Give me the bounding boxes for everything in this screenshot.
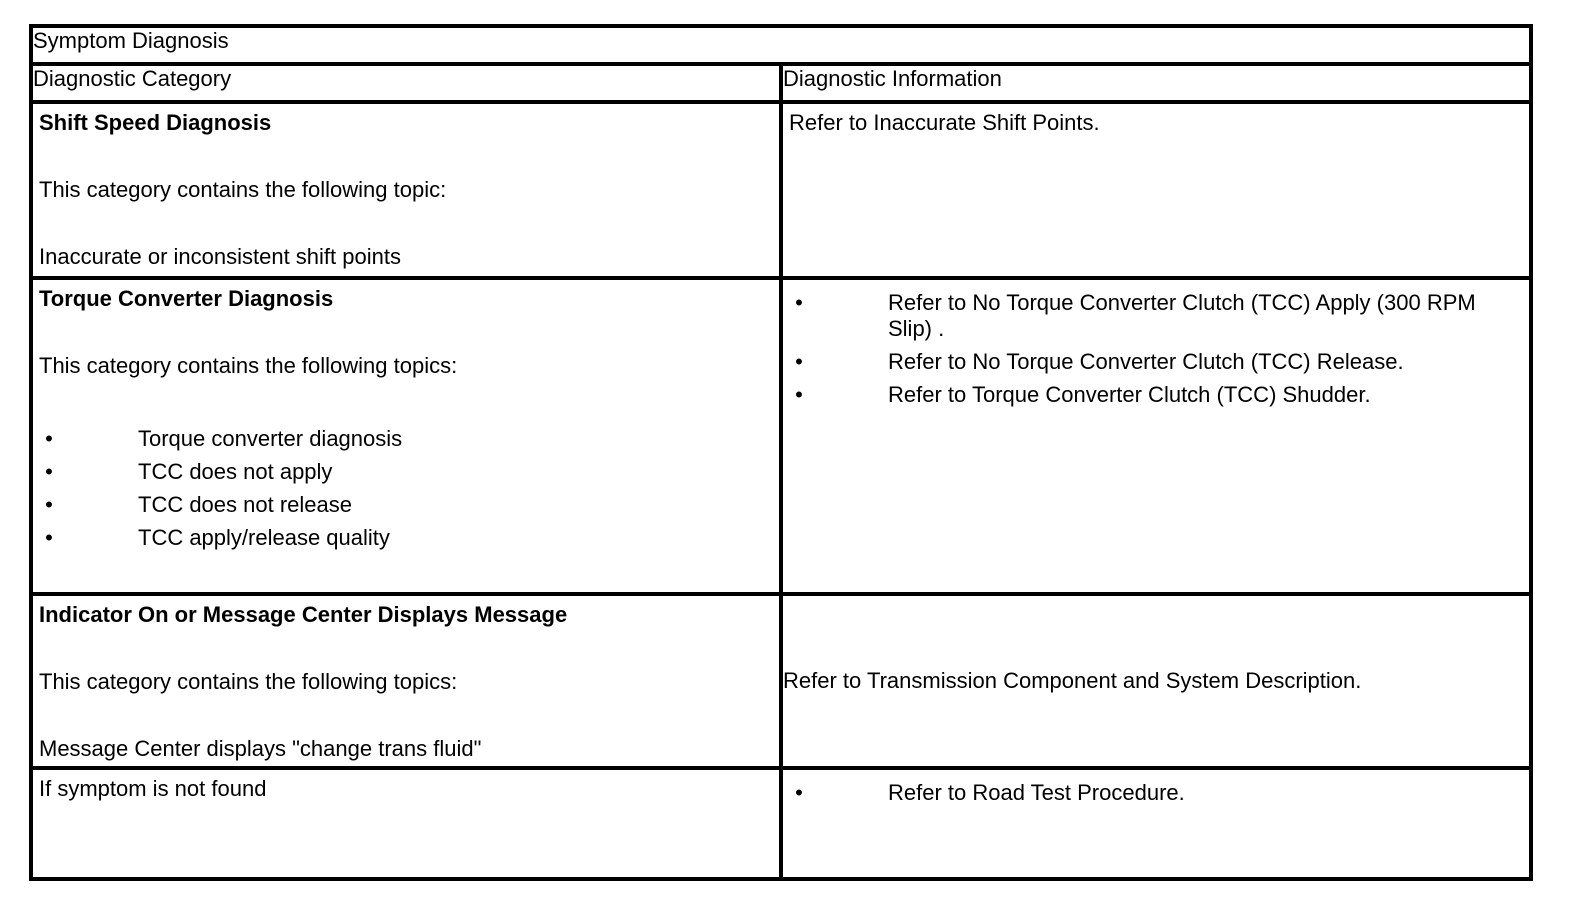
- table-row: [31, 768, 1531, 879]
- category-title: Torque Converter Diagnosis: [39, 286, 334, 311]
- bullet-icon: •: [45, 459, 53, 484]
- category-topic: Message Center displays "change trans fluid": [39, 736, 482, 761]
- list-item: • Refer to No Torque Converter Clutch (TCC) Apply (300 RPM Slip) .: [789, 290, 1523, 342]
- list-item: • Refer to Torque Converter Clutch (TCC) Shudder.: [789, 382, 1523, 408]
- information-text: Refer to Inaccurate Shift Points.: [789, 110, 1100, 135]
- table-title: Symptom Diagnosis: [31, 26, 1531, 64]
- table-row: [31, 102, 1531, 278]
- information-list: [789, 290, 1523, 408]
- category-topic: Inaccurate or inconsistent shift points: [39, 244, 401, 269]
- list-item: • Refer to Road Test Procedure.: [789, 780, 1523, 806]
- information-cell: [781, 768, 1531, 879]
- category-intro: This category contains the following topic:: [39, 177, 447, 202]
- bullet-icon: •: [795, 349, 803, 374]
- header-diagnostic-category: Diagnostic Category: [31, 64, 781, 102]
- category-title: Shift Speed Diagnosis: [39, 110, 272, 135]
- table-row: [31, 594, 1531, 768]
- category-text: If symptom is not found: [39, 776, 267, 801]
- bullet-icon: •: [795, 780, 803, 805]
- category-cell: [31, 594, 781, 768]
- information-cell: [781, 594, 1531, 768]
- bullet-icon: •: [45, 426, 53, 451]
- bullet-icon: •: [45, 492, 53, 517]
- topic-list: [39, 426, 773, 551]
- category-cell: [31, 278, 781, 594]
- table-row: [31, 278, 1531, 594]
- bullet-icon: •: [795, 290, 803, 315]
- header-diagnostic-information: Diagnostic Information: [781, 64, 1531, 102]
- category-title: Indicator On or Message Center Displays Message: [39, 602, 568, 627]
- category-cell: [31, 102, 781, 278]
- list-item: • TCC does not apply: [39, 459, 773, 485]
- information-cell: [781, 278, 1531, 594]
- category-intro: This category contains the following topics:: [39, 353, 458, 378]
- bullet-icon: •: [795, 382, 803, 407]
- list-item: • Refer to No Torque Converter Clutch (TCC) Release.: [789, 349, 1523, 375]
- category-cell: [31, 768, 781, 879]
- bullet-icon: •: [45, 525, 53, 550]
- information-text: Refer to Transmission Component and System Description.: [783, 668, 1362, 693]
- list-item: • TCC apply/release quality: [39, 525, 773, 551]
- list-item: • Torque converter diagnosis: [39, 426, 773, 452]
- information-cell: [781, 102, 1531, 278]
- information-list: [789, 780, 1523, 806]
- category-intro: This category contains the following topics:: [39, 669, 458, 694]
- list-item: • TCC does not release: [39, 492, 773, 518]
- symptom-diagnosis-table: [29, 24, 1533, 881]
